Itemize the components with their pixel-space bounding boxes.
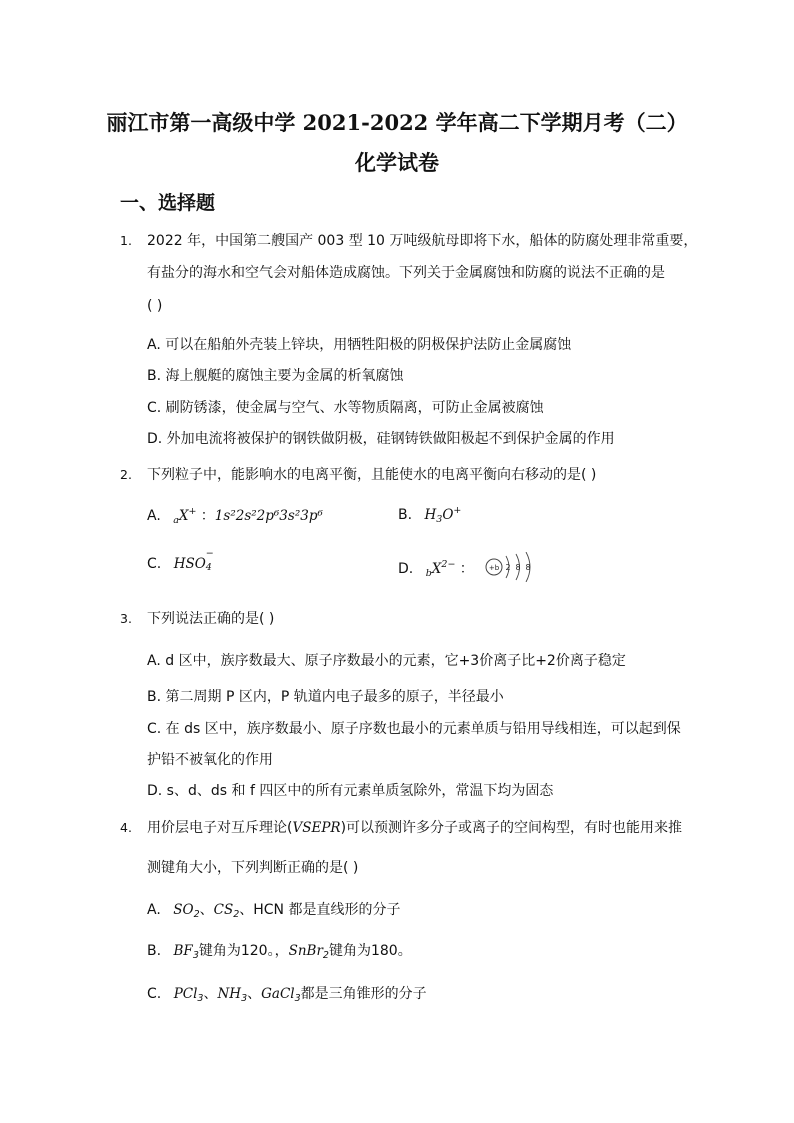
option-b: [147, 940, 412, 961]
option-b: B. 第二周期 P 区内，P 轨道内电子最多的原子，半径最小: [147, 689, 504, 705]
section-title: 一、选择题: [120, 192, 216, 214]
separator: 、: [199, 902, 214, 918]
subscript: 3: [192, 950, 199, 961]
question-stem: 下列粒子中，能影响水的电离平衡，且能使水的电离平衡向右移动的是( ): [147, 467, 597, 483]
option-c-continued: 护铅不被氧化的作用: [147, 752, 273, 768]
formula: NH: [217, 986, 242, 1002]
stem-text: 用价层电子对互斥理论(: [147, 820, 293, 836]
shell-count: 8: [525, 563, 531, 572]
element-symbol: X: [431, 561, 442, 577]
option-d: D. s、d、ds 和 f 四区中的所有元素单质氢除外，常温下均为固态: [147, 783, 554, 799]
subscript: 2: [193, 909, 200, 920]
question-number: 3.: [120, 611, 132, 626]
option-label: C.: [147, 556, 162, 572]
formula: SO: [173, 902, 194, 918]
ion-charge: +: [188, 506, 197, 517]
colon: ：: [459, 561, 474, 577]
question-stem: [147, 817, 682, 837]
option-text: 都是三角锥形的分子: [300, 986, 427, 1002]
formula-o: O: [442, 507, 454, 523]
formula: PCl: [173, 986, 198, 1002]
colon: ：: [200, 508, 215, 524]
formula-h: H: [424, 507, 437, 523]
option-label: B.: [398, 507, 413, 523]
question-stem: 测键角大小，下列判断正确的是( ): [147, 860, 359, 876]
option-c: C. 刷防锈漆，使金属与空气、水等物质隔离，可防止金属被腐蚀: [147, 400, 544, 416]
formula: CS: [213, 902, 234, 918]
question-number: 2.: [120, 467, 132, 482]
formula: GaCl: [261, 986, 295, 1002]
ion-charge: −: [205, 548, 214, 559]
subscript: 3: [241, 993, 248, 1004]
option-label: B.: [147, 943, 162, 959]
formula: SnBr: [288, 943, 323, 959]
atomic-number: a: [173, 515, 179, 526]
subscript: 3: [197, 993, 204, 1004]
shell-count: 8: [515, 563, 521, 572]
option-a: [147, 899, 400, 920]
subscript: 3: [436, 514, 443, 525]
ion-charge: +: [453, 505, 462, 516]
option-text: 键角为180。: [328, 943, 412, 959]
ion-charge: 2−: [441, 559, 456, 570]
question-number: 4.: [120, 820, 132, 835]
option-c: [147, 983, 427, 1004]
separator: 、: [247, 986, 262, 1002]
shell-count: 2: [505, 563, 511, 572]
option-a: A. d 区中，族序数最大、原子序数最小的元素，它+3价离子比+2价离子稳定: [147, 653, 626, 669]
formula: HSO: [173, 556, 206, 572]
option-b: B. 海上舰艇的腐蚀主要为金属的析氧腐蚀: [147, 368, 404, 384]
option-d: [398, 552, 544, 586]
option-text: 键角为120。，: [198, 943, 289, 959]
question-stem: 2022 年，中国第二艘国产 003 型 10 万吨级航母即将下水，船体的防腐处理非常重要，: [147, 233, 698, 249]
nucleus-label: +b: [489, 564, 500, 572]
stem-text: )可以预测许多分子或离子的空间构型，有时也能用来推: [340, 820, 683, 836]
subscript: 3: [294, 993, 301, 1004]
atomic-number: b: [425, 568, 432, 579]
option-d: D. 外加电流将被保护的钢铁做阴极，硅钢铸铁做阳极起不到保护金属的作用: [147, 431, 615, 447]
option-text: 、HCN 都是直线形的分子: [239, 902, 401, 918]
option-a: [147, 505, 323, 526]
question-stem: 有盐分的海水和空气会对船体造成腐蚀。下列关于金属腐蚀和防腐的说法不正确的是: [147, 265, 665, 281]
formula: BF: [173, 943, 193, 959]
option-c: C. 在 ds 区中，族序数最小、原子序数也最小的元素单质与铅用导线相连，可以起到保: [147, 721, 681, 737]
subscript: 2: [233, 909, 240, 920]
separator: 、: [203, 986, 218, 1002]
subscript: 2: [322, 950, 329, 961]
option-label: A.: [147, 902, 161, 918]
question-number: 1.: [120, 233, 132, 248]
stem-math: VSEPR: [292, 820, 341, 836]
answer-blank: ( ): [147, 298, 163, 314]
electron-configuration: 1s²2s²2p⁶3s²3p⁶: [214, 508, 323, 524]
page-subtitle: 化学试卷: [355, 150, 439, 175]
question-stem: 下列说法正确的是( ): [147, 611, 275, 627]
subscript: 4: [205, 562, 212, 573]
element-symbol: X: [178, 508, 189, 524]
option-a: A. 可以在船舶外壳装上锌块，用牺牲阳极的阴极保护法防止金属腐蚀: [147, 337, 572, 353]
option-b: [398, 505, 461, 525]
option-label: A.: [147, 508, 161, 524]
page-title: 丽江市第一高级中学 2021-2022 学年高二下学期月考（二）: [106, 110, 688, 135]
option-label: D.: [398, 561, 414, 577]
atom-structure-diagram: [484, 552, 544, 586]
option-c: [147, 548, 214, 573]
option-label: C.: [147, 986, 162, 1002]
